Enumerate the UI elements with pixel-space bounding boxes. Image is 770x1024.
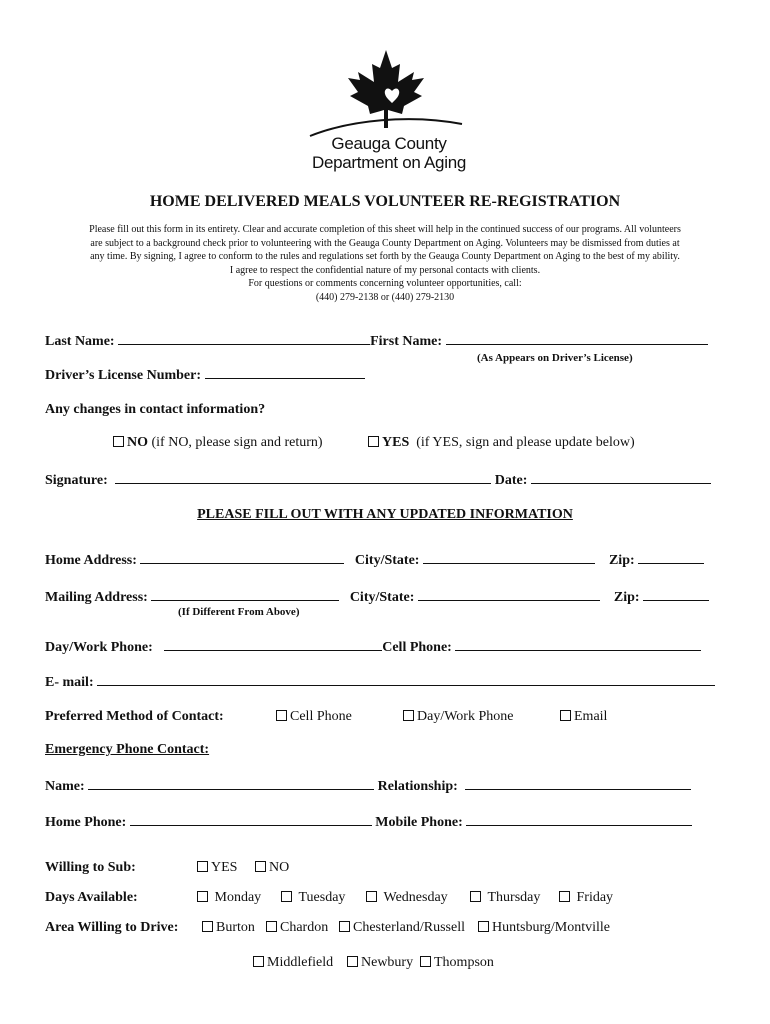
email-label: E- mail: [45, 675, 94, 690]
emergency-name-field[interactable] [88, 777, 374, 790]
home-zip-field[interactable] [638, 551, 704, 564]
email-checkbox[interactable] [560, 710, 571, 721]
home-city-field[interactable] [423, 551, 595, 564]
mailing-zip-field[interactable] [643, 588, 709, 601]
day-phone-label: Day/Work Phone: [45, 640, 153, 655]
intro-line: I agree to respect the confidential nature of my personal contacts with clients. [229, 264, 541, 276]
contact-option-label: Email [574, 709, 608, 724]
date-field[interactable] [531, 471, 711, 484]
sub-yes-option[interactable] [197, 860, 237, 876]
day-checkbox[interactable] [281, 891, 292, 902]
home-zip-label: Zip: [608, 553, 635, 568]
home-phone-label: Home Phone: [45, 815, 127, 830]
yes-label: YES [382, 435, 410, 450]
day-label: Thursday [487, 890, 541, 905]
license-label: Driver’s License Number: [45, 368, 202, 383]
sub-yes-checkbox[interactable] [197, 861, 208, 872]
mailing-address-label: Mailing Address: [45, 590, 148, 605]
area-checkbox[interactable] [420, 956, 431, 967]
day-option[interactable] [470, 890, 540, 906]
no-label: NO [127, 435, 148, 450]
signature-row [45, 471, 711, 489]
emergency-heading: Emergency Phone Contact: [45, 742, 210, 757]
relationship-label: Relationship: [377, 779, 458, 794]
first-name-field[interactable] [446, 332, 708, 345]
home-address-label: Home Address: [45, 553, 137, 568]
sub-no-option[interactable] [255, 860, 289, 876]
mobile-phone-label: Mobile Phone: [375, 815, 463, 830]
cell-phone-label: Cell Phone: [382, 640, 452, 655]
emergency-name-label: Name: [45, 779, 85, 794]
yes-option[interactable] [368, 435, 635, 451]
cell-phone-checkbox[interactable] [276, 710, 287, 721]
cell-phone-field[interactable] [455, 638, 701, 651]
relationship-field[interactable] [465, 777, 691, 790]
mailing-address-field[interactable] [151, 588, 339, 601]
date-label: Date: [494, 473, 528, 488]
intro-line: (440) 279-2138 or (440) 279-2130 [315, 291, 455, 303]
day-option[interactable] [197, 890, 261, 906]
home-phone-field[interactable] [130, 813, 372, 826]
mailing-address-row [45, 588, 709, 606]
area-label: Newbury [361, 955, 414, 970]
contact-option-label: Day/Work Phone [417, 709, 514, 724]
area-label: Chesterland/Russell [353, 920, 465, 935]
day-label: Monday [214, 890, 262, 905]
no-note: (if NO, please sign and return) [151, 435, 323, 450]
phone-row [45, 638, 701, 656]
mailing-city-label: City/State: [349, 590, 415, 605]
day-checkbox[interactable] [366, 891, 377, 902]
area-option[interactable] [347, 955, 413, 971]
logo-line2: Department on Aging [311, 153, 466, 172]
area-option[interactable] [266, 920, 328, 936]
day-label: Tuesday [298, 890, 346, 905]
if-different-note: (If Different From Above) [178, 606, 300, 618]
area-willing-label: Area Willing to Drive: [45, 920, 179, 935]
maple-leaf-icon [300, 48, 470, 138]
area-label: Chardon [280, 920, 329, 935]
sub-option-label: NO [269, 860, 290, 875]
area-option[interactable] [339, 920, 465, 936]
logo-line1: Geauga County [331, 134, 447, 153]
day-option[interactable] [366, 890, 448, 906]
mailing-zip-label: Zip: [613, 590, 640, 605]
area-option[interactable] [478, 920, 610, 936]
days-available-label: Days Available: [45, 890, 138, 905]
signature-label: Signature: [45, 473, 108, 488]
contact-option-work[interactable] [403, 709, 513, 725]
area-option[interactable] [253, 955, 333, 971]
day-option[interactable] [281, 890, 345, 906]
area-label: Huntsburg/Montville [492, 920, 610, 935]
any-changes-label: Any changes in contact information? [45, 402, 266, 417]
day-checkbox[interactable] [197, 891, 208, 902]
emergency-name-row [45, 777, 691, 795]
last-name-field[interactable] [118, 332, 370, 345]
first-name-label: First Name: [370, 334, 443, 349]
logo [300, 48, 470, 178]
contact-option-label: Cell Phone [290, 709, 352, 724]
license-row [45, 366, 365, 384]
yes-note: (if YES, sign and please update below) [416, 435, 635, 450]
sub-option-label: YES [211, 860, 238, 875]
area-checkbox[interactable] [478, 921, 489, 932]
as-appears-note: (As Appears on Driver’s License) [477, 352, 633, 364]
day-option[interactable] [559, 890, 613, 906]
area-checkbox[interactable] [266, 921, 277, 932]
signature-field[interactable] [115, 471, 491, 484]
yes-checkbox[interactable] [368, 436, 379, 447]
name-row [45, 332, 708, 350]
email-row [45, 673, 715, 691]
day-label: Friday [576, 890, 614, 905]
willing-sub-label: Willing to Sub: [45, 860, 136, 875]
no-option[interactable] [113, 435, 323, 451]
area-label: Thompson [434, 955, 494, 970]
sub-no-checkbox[interactable] [255, 861, 266, 872]
area-label: Burton [216, 920, 255, 935]
form-title: HOME DELIVERED MEALS VOLUNTEER RE-REGISTRATION [149, 193, 621, 210]
preferred-contact-label: Preferred Method of Contact: [45, 709, 224, 724]
work-phone-checkbox[interactable] [403, 710, 414, 721]
home-city-label: City/State: [354, 553, 420, 568]
mailing-city-field[interactable] [418, 588, 600, 601]
area-checkbox[interactable] [339, 921, 350, 932]
day-checkbox[interactable] [559, 891, 570, 902]
intro-line: Please fill out this form in its entirety. Clear and accurate completion of this sheet will help in the continued success of our programs. All volunteers [89, 224, 681, 235]
contact-option-email[interactable] [560, 709, 607, 725]
area-checkbox[interactable] [347, 956, 358, 967]
mobile-phone-field[interactable] [466, 813, 692, 826]
intro-text [42, 223, 728, 304]
no-checkbox[interactable] [113, 436, 124, 447]
intro-line: any time. By signing, I agree to conform to the rules and regulations set forth by the Geauga County Department on Aging to the best of my ability. [90, 251, 680, 262]
area-checkbox[interactable] [202, 921, 213, 932]
last-name-label: Last Name: [45, 334, 115, 349]
intro-line: For questions or comments concerning volunteer opportunities, call: [248, 278, 522, 289]
emergency-phone-row [45, 813, 692, 831]
day-label: Wednesday [383, 890, 448, 905]
email-field[interactable] [97, 673, 715, 686]
update-heading: PLEASE FILL OUT WITH ANY UPDATED INFORMATION [197, 507, 573, 522]
area-option[interactable] [420, 955, 494, 971]
intro-line: are subject to a background check prior to volunteering with the Geauga County Department on Aging. Volunteers may be dismissed from duties at [90, 237, 680, 249]
day-phone-field[interactable] [164, 638, 382, 651]
day-checkbox[interactable] [470, 891, 481, 902]
area-checkbox[interactable] [253, 956, 264, 967]
home-address-row [45, 551, 704, 569]
area-option[interactable] [202, 920, 255, 936]
home-address-field[interactable] [140, 551, 344, 564]
area-label: Middlefield [267, 955, 334, 970]
license-field[interactable] [205, 366, 365, 379]
contact-option-cell[interactable] [276, 709, 352, 725]
